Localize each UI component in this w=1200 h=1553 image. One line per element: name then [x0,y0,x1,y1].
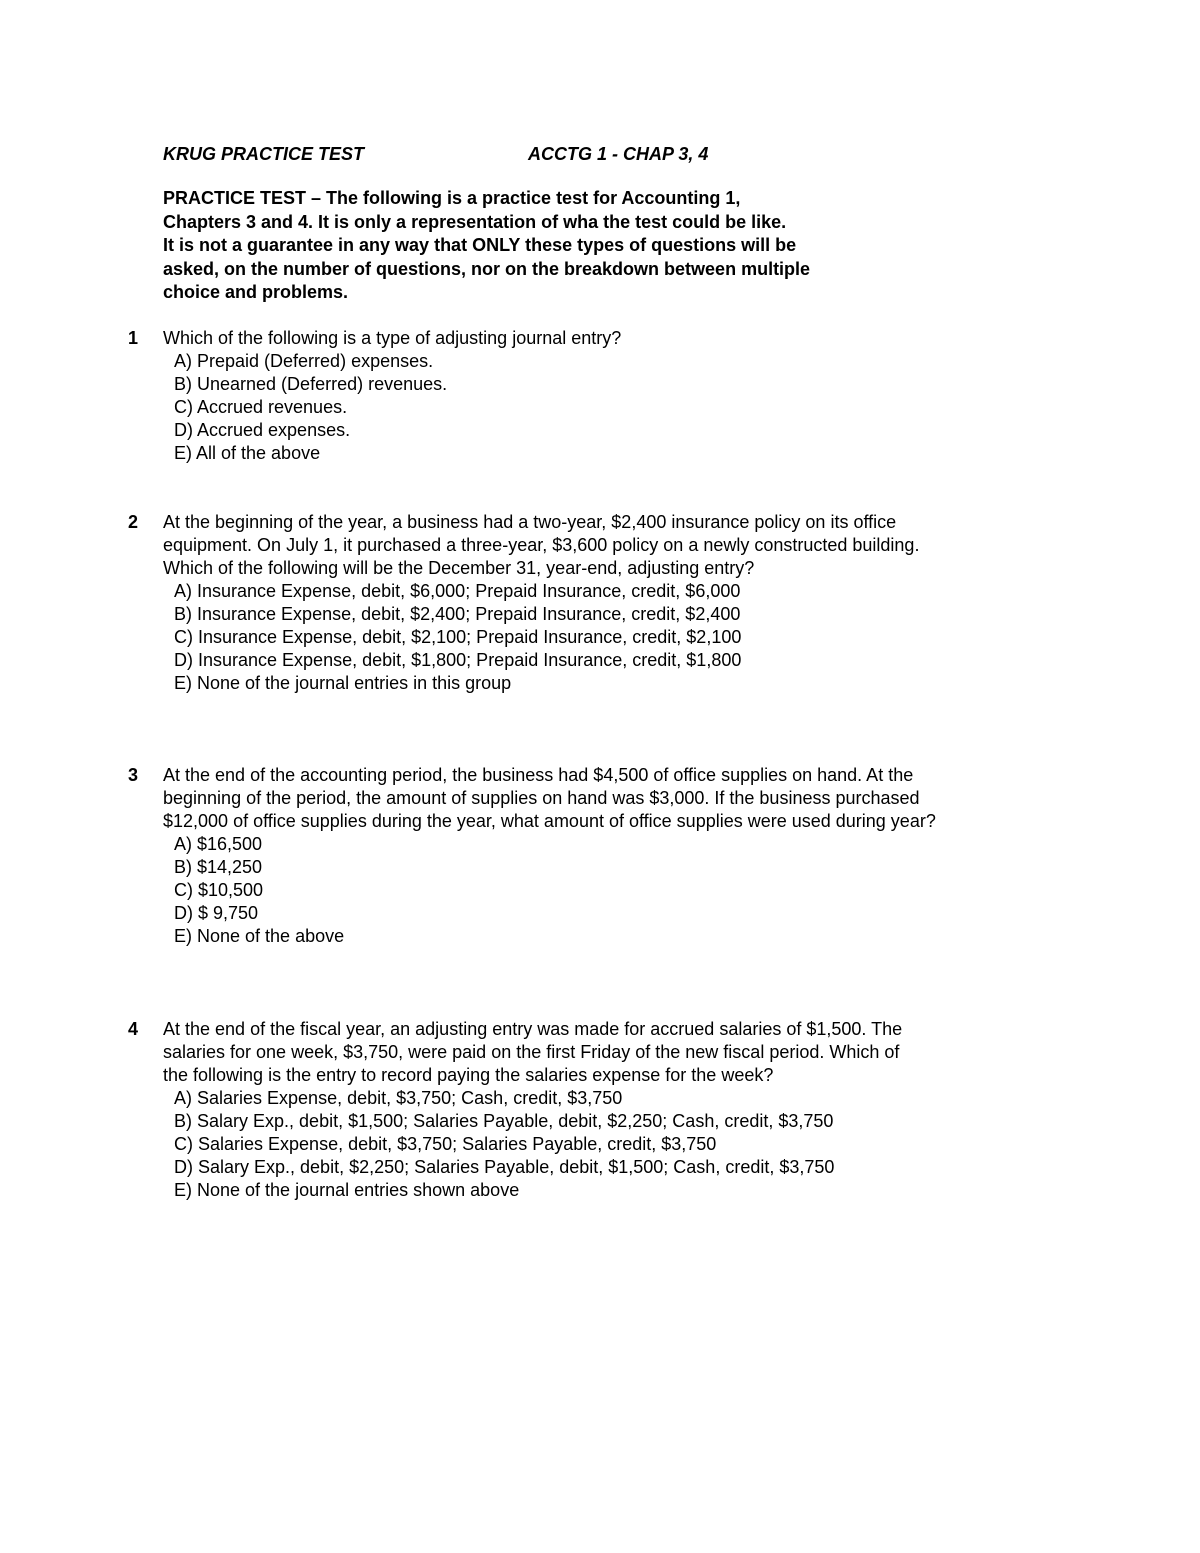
question-body [163,764,936,948]
choice-a: A) Salaries Expense, debit, $3,750; Cash, credit, $3,750 [174,1088,623,1108]
question-text: $12,000 of office supplies during the year, what amount of office supplies were used during year? [163,811,936,831]
question-text: At the end of the accounting period, the business had $4,500 of office supplies on hand. At the [163,765,914,785]
choice-c: C) Insurance Expense, debit, $2,100; Prepaid Insurance, credit, $2,100 [174,627,742,647]
choice-b: B) Insurance Expense, debit, $2,400; Prepaid Insurance, credit, $2,400 [174,604,741,624]
question-number: 1 [128,328,139,348]
answer-choices [163,1087,902,1202]
choice-e: E) All of the above [174,443,321,463]
question-text: At the beginning of the year, a business had a two-year, $2,400 insurance policy on its office [163,512,897,532]
answer-choices [163,580,919,695]
answer-choices [163,350,621,465]
choice-c: C) Salaries Expense, debit, $3,750; Salaries Payable, credit, $3,750 [174,1134,717,1154]
choice-a: A) $16,500 [174,834,263,854]
question-body [163,511,919,695]
question-body [163,1018,902,1202]
question-text: At the end of the fiscal year, an adjusting entry was made for accrued salaries of $1,500. The [163,1019,903,1039]
question-number: 2 [128,512,139,532]
question-number: 4 [128,1019,139,1039]
question-text: salaries for one week, $3,750, were paid on the first Friday of the new fiscal period. Which of [163,1042,900,1062]
intro-line: choice and problems. [163,282,349,302]
choice-d: D) Insurance Expense, debit, $1,800; Prepaid Insurance, credit, $1,800 [174,650,742,670]
question-text: equipment. On July 1, it purchased a three-year, $3,600 policy on a newly constructed building. [163,535,920,555]
choice-e: E) None of the journal entries shown above [174,1180,520,1200]
answer-choices [163,833,936,948]
choice-c: C) $10,500 [174,880,264,900]
choice-a: A) Prepaid (Deferred) expenses. [174,351,434,371]
choice-e: E) None of the above [174,926,345,946]
question-body [163,327,621,465]
question-text: Which of the following is a type of adjusting journal entry? [163,328,622,348]
question-text: beginning of the period, the amount of supplies on hand was $3,000. If the business purchased [163,788,920,808]
choice-b: B) $14,250 [174,857,263,877]
choice-d: D) $ 9,750 [174,903,259,923]
choice-d: D) Accrued expenses. [174,420,351,440]
question-text: the following is the entry to record paying the salaries expense for the week? [163,1065,774,1085]
question-number: 3 [128,765,139,785]
choice-e: E) None of the journal entries in this group [174,673,512,693]
question-text: Which of the following will be the December 31, year-end, adjusting entry? [163,558,755,578]
intro-line: It is not a guarantee in any way that ONLY these types of questions will be [163,235,797,255]
choice-d: D) Salary Exp., debit, $2,250; Salaries Payable, debit, $1,500; Cash, credit, $3,750 [174,1157,835,1177]
choice-c: C) Accrued revenues. [174,397,348,417]
choice-a: A) Insurance Expense, debit, $6,000; Prepaid Insurance, credit, $6,000 [174,581,741,601]
choice-b: B) Unearned (Deferred) revenues. [174,374,448,394]
choice-b: B) Salary Exp., debit, $1,500; Salaries Payable, debit, $2,250; Cash, credit, $3,750 [174,1111,834,1131]
intro-line: PRACTICE TEST – The following is a practice test for Accounting 1, [163,188,741,208]
intro-paragraph [163,187,883,305]
intro-line: Chapters 3 and 4. It is only a representation of wha the test could be like. [163,211,787,232]
header-title: KRUG PRACTICE TEST [163,144,365,164]
header-course: ACCTG 1 - CHAP 3, 4 [528,144,709,164]
intro-line: asked, on the number of questions, nor on the breakdown between multiple [163,258,811,279]
